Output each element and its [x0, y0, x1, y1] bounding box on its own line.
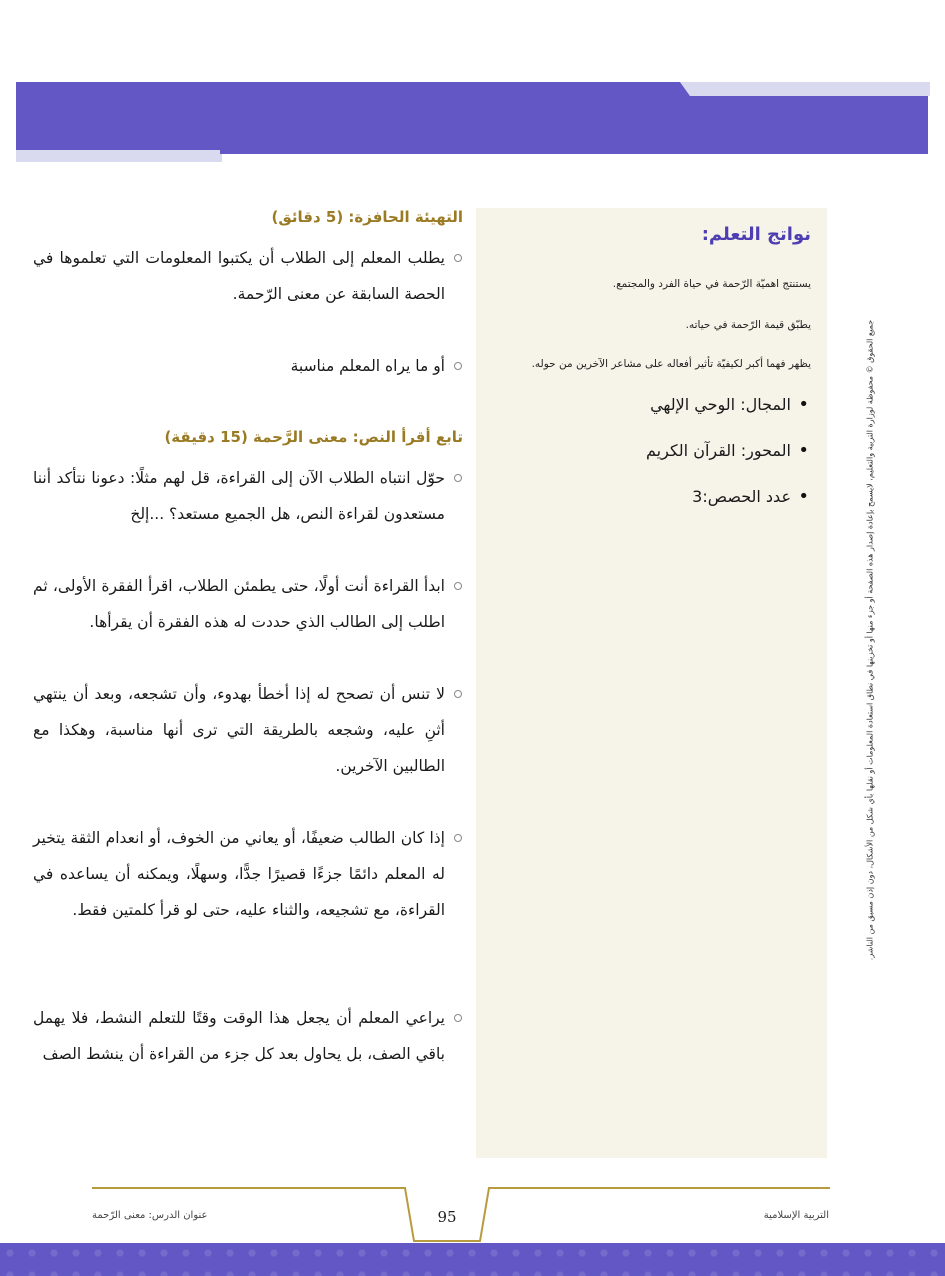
meta-domain-text: المجال: الوحي الإلهي	[650, 395, 791, 414]
lesson-meta-list	[491, 394, 811, 532]
reading-item: ابدأ القراءة أنت أولًا، حتى يطمئن الطلاب، اقرأ الفقرة الأولى، ثم اطلب إلى الطالب الذي حددت له هذه الفقرة أن يقرأها.	[33, 577, 445, 631]
reading-item: يراعي المعلم أن يجعل هذا الوقت وقتًا للتعلم النشط، فلا يهمل باقي الصف، بل يحاول بعد كل جزء من القراءة أن ينشط الصف	[33, 1009, 445, 1063]
meta-axis-text: المحور: القرآن الكريم	[646, 441, 791, 460]
reading-heading-text: تابع أقرأ النص:	[352, 428, 463, 446]
reading-item: إذا كان الطالب ضعيفًا، أو يعاني من الخوف، أو انعدام الثقة يتخير له المعلم دائمًا جزءًا قصيرًا جدًّا، وسهلًا، ويمكنه أن يساعده في القراءة، مع تشجيعه، والثناء عليه، حتى لو قرأ كلمتين فقط.	[33, 829, 445, 919]
banner-accent-line	[220, 150, 928, 154]
bullet-icon	[453, 689, 463, 699]
warmup-item: أو ما يراه المعلم مناسبة	[290, 357, 445, 375]
banner-accent-bottom	[16, 150, 222, 162]
bullet-icon	[453, 361, 463, 371]
bullet-icon	[453, 1013, 463, 1023]
footer-rule-right	[488, 1187, 830, 1189]
outcomes-title: نواتج التعلم:	[701, 224, 811, 245]
footer-subject: التربية الإسلامية	[763, 1210, 829, 1221]
copyright-side-note	[857, 290, 883, 990]
copyright-text: جميع الحقوق © محفوظة لوزارة التربية والتعليم، لايسمح بإعادة إصدار هذه الصفحة أو جزء منها أو تخزينها في نطاق استعادة المعلومات أو نقلها بأي شكل من الأشكال، دون إذن مسبق من الناشر.	[865, 319, 875, 961]
footer-rule-left	[92, 1187, 406, 1189]
warmup-item: يطلب المعلم إلى الطلاب أن يكتبوا المعلومات التي تعلموها في الحصة السابقة عن معنى الرّحمة.	[33, 249, 445, 303]
bullet-icon	[453, 833, 463, 843]
banner-accent-top	[674, 82, 930, 96]
meta-sessions	[491, 486, 811, 508]
outcome-item: يظهر فهما أكبر لكيفيّة تأثير أفعاله على مشاعر الآخرين من حوله.	[531, 358, 811, 370]
outcome-item: يستنتج اهميّة الرّحمة في حياة الفرد والمجتمع.	[612, 278, 811, 290]
meta-domain	[491, 394, 811, 416]
outcome-item: يطبّق قيمة الرّحمة في حياته.	[685, 319, 811, 331]
meta-sessions-label: عدد الحصص:	[702, 487, 791, 506]
bullet-icon	[453, 473, 463, 483]
reading-item: حوّل انتباه الطلاب الآن إلى القراءة، قل لهم مثلًا: دعونا نتأكد أننا مستعدون لقراءة النص، هل الجميع مستعد؟ ...إلخ	[33, 469, 445, 523]
reading-item: لا تنس أن تصحح له إذا أخطأ بهدوء، وأن تشجعه، وبعد أن ينتهي أثنِ عليه، وشجعه بالطريقة التي ترى أنها مناسبة، وهكذا مع الطالبين الآخرين.	[33, 685, 445, 775]
bullet-icon	[453, 581, 463, 591]
meta-axis	[491, 440, 811, 462]
footer-lesson-title: عنوان الدرس: معنى الرّحمة	[92, 1210, 208, 1221]
reading-subtitle: معنى الرَّحمة (15 دقيقة)	[164, 428, 348, 446]
warmup-duration: (5 دقائق)	[271, 208, 344, 226]
warmup-heading	[271, 208, 463, 226]
learning-outcomes-box	[476, 208, 827, 1158]
page-number: 95	[437, 1208, 457, 1226]
reading-heading	[164, 428, 463, 446]
warmup-heading-text: التهيئة الحافزة:	[348, 208, 463, 226]
bottom-decorative-band	[0, 1243, 945, 1276]
meta-sessions-value: 3	[692, 487, 703, 506]
bullet-icon	[453, 253, 463, 263]
